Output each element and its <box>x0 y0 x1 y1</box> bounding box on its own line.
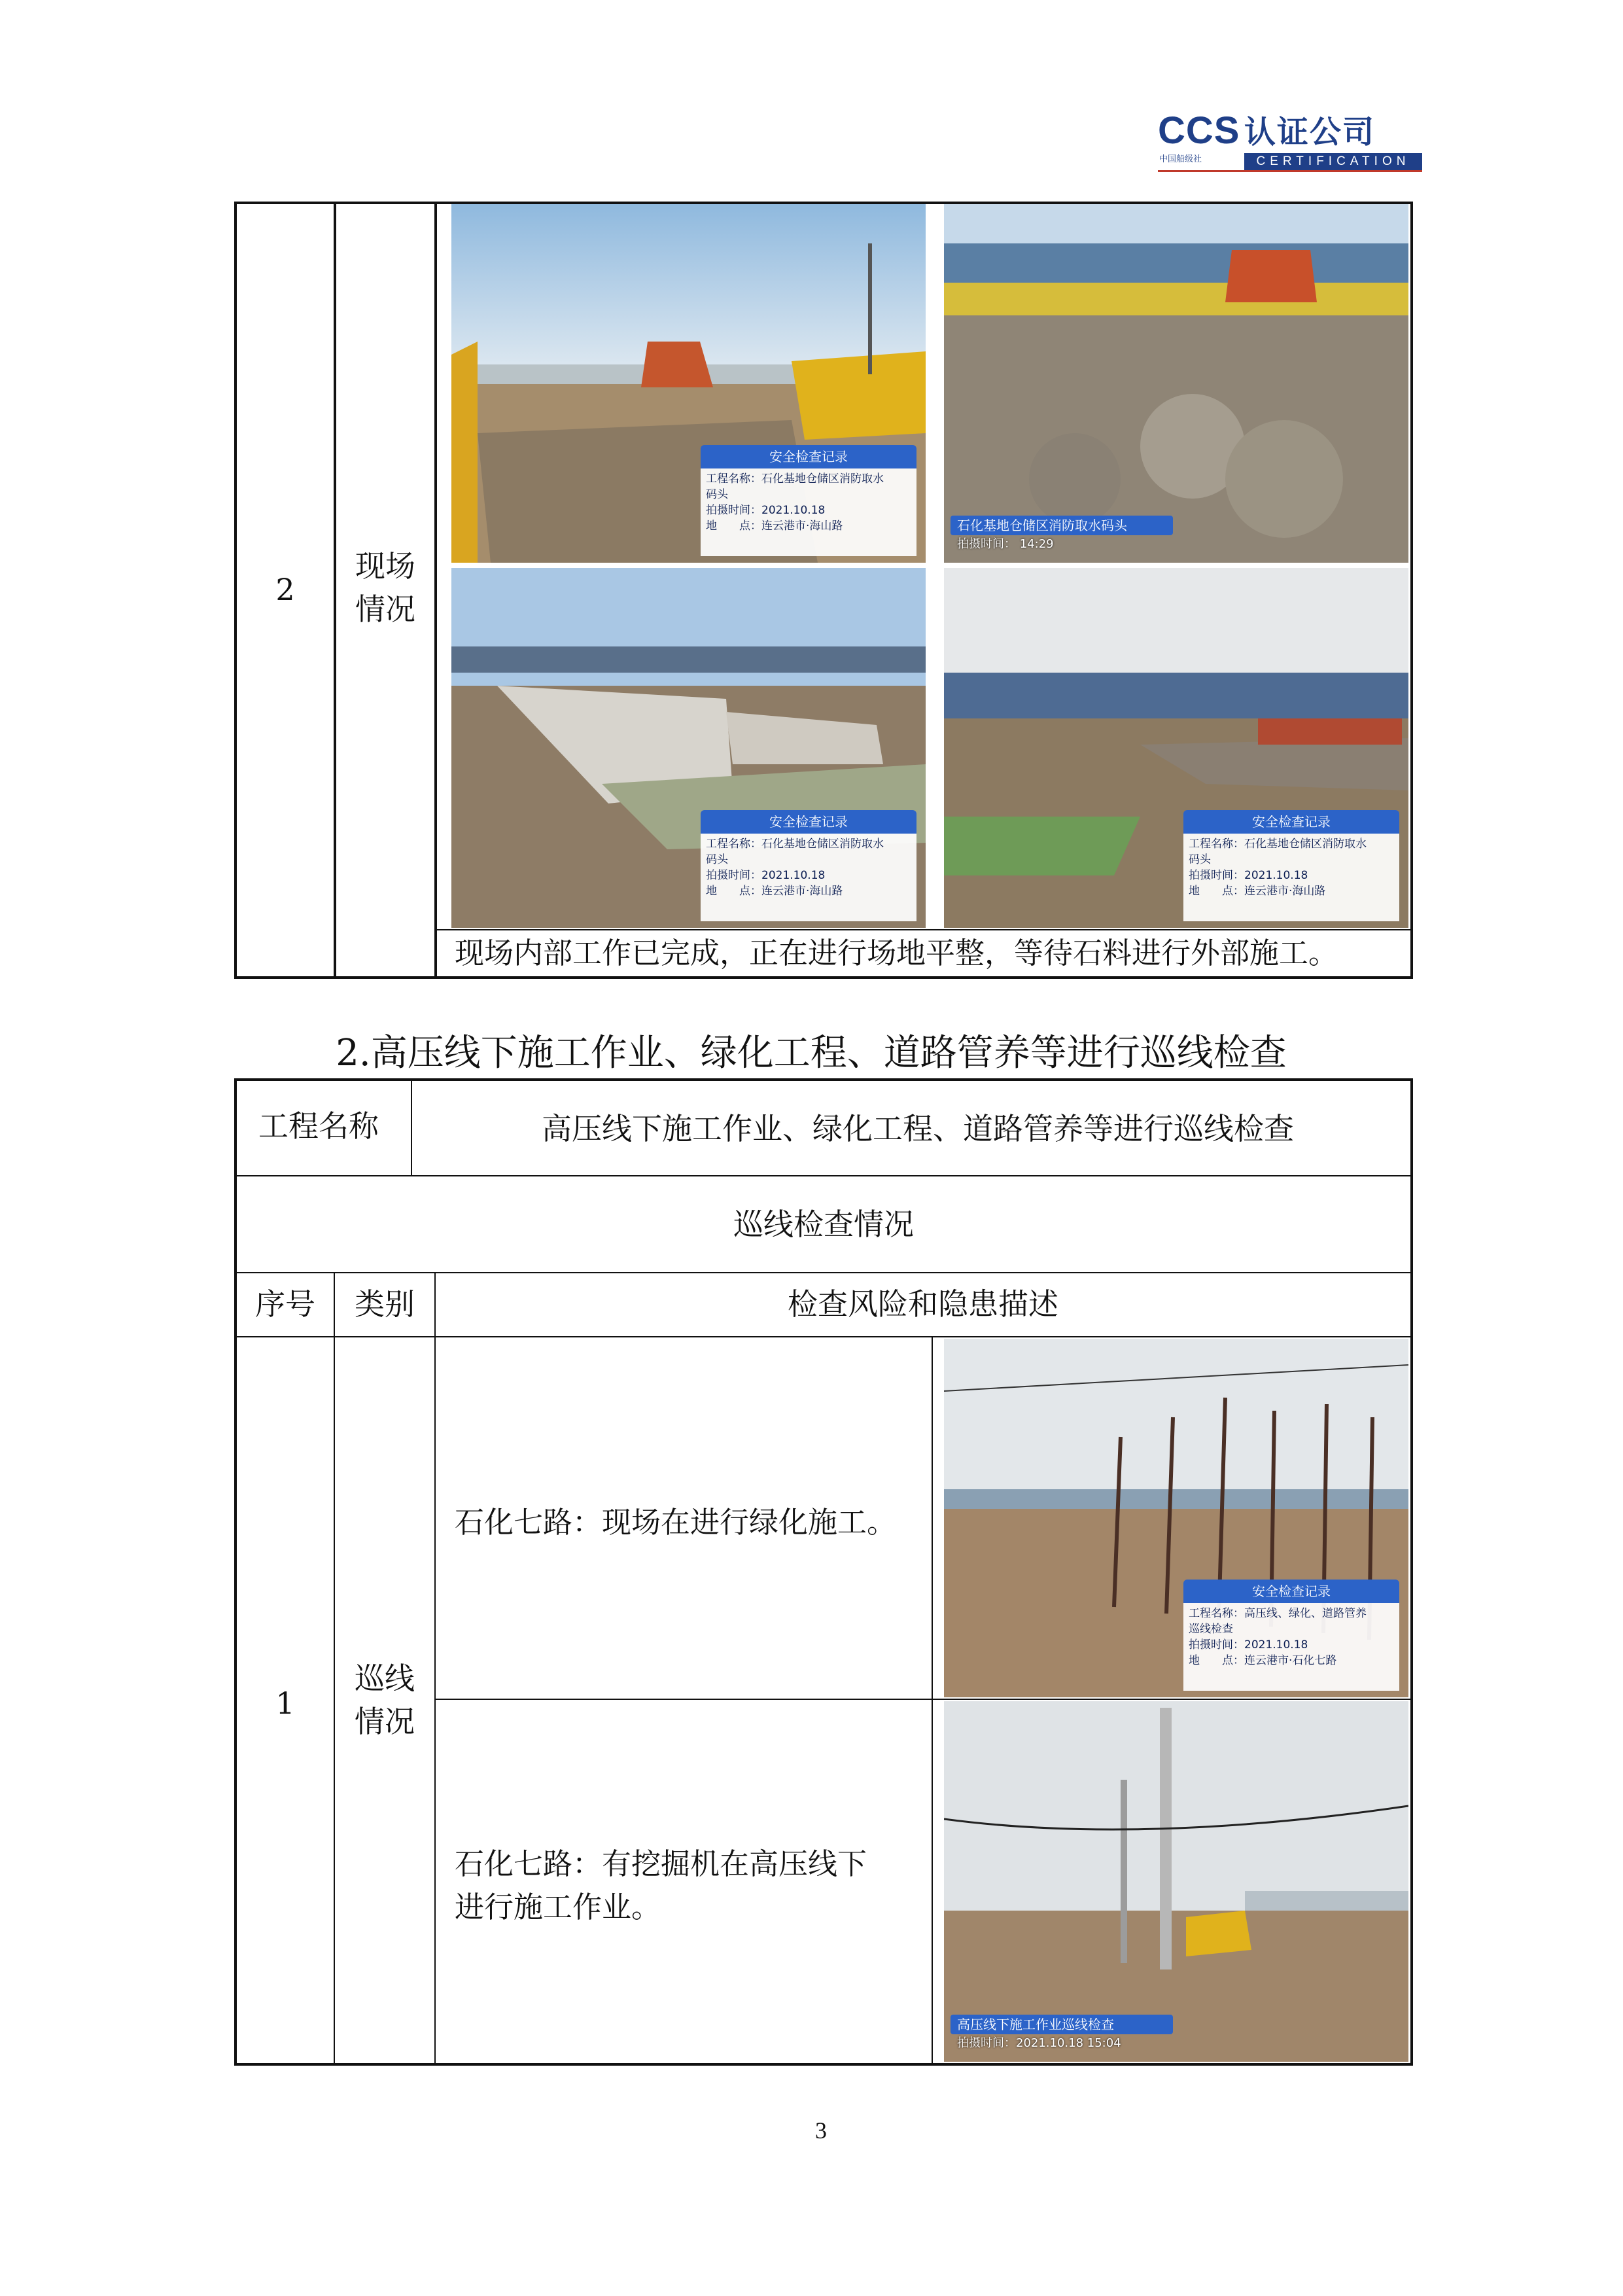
stamp-line: 巡线检查 <box>1189 1623 1233 1636</box>
table2-item-divider <box>434 1699 1412 1700</box>
photo-stamp <box>951 516 1173 555</box>
col-header-description: 检查风险和隐患描述 <box>788 1286 1058 1322</box>
table2-col-divider-3 <box>932 1336 933 2064</box>
photo-stamp <box>701 810 916 921</box>
stamp-line: 拍摄时间：2021.10.18 <box>1189 869 1308 882</box>
stamp-title: 高压线下施工作业巡线检查 <box>951 2015 1173 2034</box>
logo-en: CERTIFICATION <box>1244 153 1422 170</box>
stamp-line: 拍摄时间：2021.10.18 <box>706 869 826 882</box>
col-header-number: 序号 <box>255 1286 315 1322</box>
project-name-value: 高压线下施工作业、绿化工程、道路管养等进行巡线检查 <box>542 1111 1294 1146</box>
table2-row-number: 1 <box>275 1686 295 1721</box>
stamp-line: 地 点：连云港市·石化七路 <box>1189 1654 1337 1667</box>
stamp-title: 安全检查记录 <box>1183 1580 1399 1603</box>
table2-row-divider-3 <box>234 1336 1412 1337</box>
table1-col-divider-2 <box>434 202 437 979</box>
stamp-line: 工程名称：石化基地仓储区消防取水 <box>1189 838 1367 851</box>
site-photo-road-area <box>944 568 1408 928</box>
inspection-item-1-text: 石化七路：现场在进行绿化施工。 <box>455 1505 897 1540</box>
section-title: 2.高压线下施工作业、绿化工程、道路管养等进行巡线检查 <box>336 1032 1287 1074</box>
stamp-line: 拍摄时间：2021.10.18 <box>706 504 826 517</box>
photo-stamp <box>1183 810 1399 921</box>
table1-caption: 现场内部工作已完成，正在进行场地平整，等待石料进行外部施工。 <box>455 936 1338 970</box>
table1-row-number: 2 <box>275 572 295 607</box>
stamp-line: 工程名称：石化基地仓储区消防取水 <box>706 838 884 851</box>
table2-category: 巡线 情况 <box>355 1661 415 1739</box>
table1-caption-divider <box>434 929 1412 930</box>
photo-stamp <box>701 445 916 556</box>
col-header-category: 类别 <box>355 1286 415 1322</box>
table2-bottom-border <box>234 2063 1413 2066</box>
inspection-photo-excavator <box>944 1701 1408 2062</box>
stamp-line: 码头 <box>706 488 728 501</box>
table2-row-divider-2 <box>234 1272 1412 1273</box>
stamp-title: 安全检查记录 <box>701 445 916 468</box>
site-photo-rubble <box>944 204 1408 563</box>
logo-sub: 中国船级社 <box>1159 154 1202 164</box>
stamp-line: 工程名称：高压线、绿化、道路管养 <box>1189 1607 1367 1620</box>
project-name-label: 工程名称 <box>258 1108 379 1144</box>
table2-col-divider-2 <box>434 1272 436 2064</box>
stamp-title: 安全检查记录 <box>701 810 916 834</box>
logo-divider <box>1158 170 1422 172</box>
photo-stamp <box>951 2015 1173 2054</box>
stamp-line: 码头 <box>706 853 728 866</box>
ccs-logo <box>1158 110 1426 175</box>
table1-right-border <box>1410 202 1413 979</box>
photo-stamp <box>1183 1580 1399 1691</box>
table1-category: 现场 情况 <box>355 548 415 627</box>
table2-header-divider <box>411 1078 412 1175</box>
inspection-photo-greening <box>944 1339 1408 1697</box>
table2-right-border <box>1410 1078 1413 2066</box>
logo-name: 认证公司 <box>1244 114 1376 150</box>
stamp-title: 石化基地仓储区消防取水码头 <box>951 516 1173 535</box>
stamp-line: 拍摄时间：2021.10.18 <box>1189 1638 1308 1651</box>
stamp-line: 码头 <box>1189 853 1211 866</box>
stamp-line: 地 点：连云港市·海山路 <box>706 520 843 533</box>
stamp-line: 工程名称：石化基地仓储区消防取水 <box>706 472 884 486</box>
stamp-line: 拍摄时间：2021.10.18 15:04 <box>957 2036 1121 2050</box>
site-photo-excavation <box>451 204 926 563</box>
table2-row-divider-1 <box>234 1175 1412 1176</box>
table1-bottom-border <box>234 976 1413 979</box>
page-number: 3 <box>815 2117 827 2144</box>
logo-abbr: CCS <box>1158 109 1240 152</box>
stamp-line: 地 点：连云港市·海山路 <box>706 885 843 898</box>
stamp-line: 14:29 <box>1019 537 1054 551</box>
site-photo-concrete-intake <box>451 568 926 928</box>
stamp-line: 地 点：连云港市·海山路 <box>1189 885 1326 898</box>
inspection-item-2-text: 石化七路：有挖掘机在高压线下 进行施工作业。 <box>455 1846 867 1924</box>
stamp-title: 安全检查记录 <box>1183 810 1399 834</box>
table2-subheader: 巡线检查情况 <box>733 1207 914 1242</box>
stamp-line: 拍摄时间： <box>957 537 1016 551</box>
